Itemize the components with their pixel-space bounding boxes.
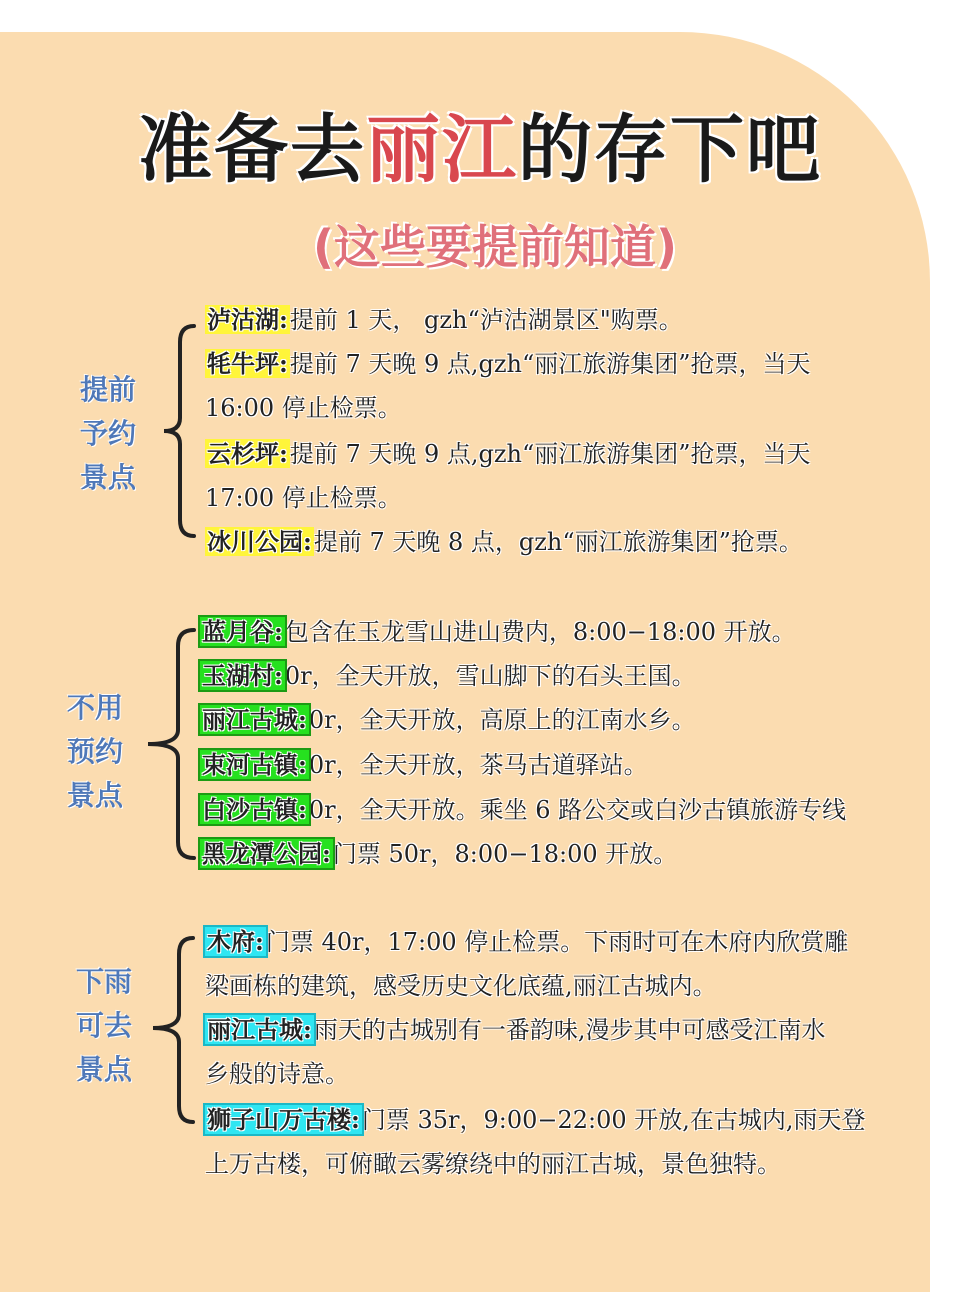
spot-name: 牦牛坪: bbox=[207, 349, 288, 378]
list-item bbox=[200, 610, 796, 654]
title-suffix: 的存下吧 bbox=[518, 107, 822, 193]
page-subtitle: (这些要提前知道) bbox=[312, 220, 678, 274]
spot-name: 木府: bbox=[207, 927, 264, 956]
bracket-rainy-day bbox=[145, 930, 200, 1130]
category-label-no-reservation bbox=[55, 686, 135, 818]
spot-info: 提前 7 天晚 9 点,gzh“丽江旅游集团”抢票，当天 bbox=[289, 440, 811, 468]
category-line: 景点 bbox=[75, 1053, 132, 1086]
page-title bbox=[0, 108, 960, 192]
list-item bbox=[205, 920, 848, 964]
spot-info: 0r，全天开放，雪山脚下的石头王国。 bbox=[284, 662, 696, 690]
spot-name: 冰川公园: bbox=[207, 527, 312, 556]
spot-name: 白沙古镇: bbox=[202, 795, 307, 824]
spot-info: 乡般的诗意。 bbox=[205, 1060, 349, 1088]
spot-info: 提前 7 天晚 8 点，gzh“丽江旅游集团”抢票。 bbox=[313, 528, 803, 556]
spot-info: 16:00 停止检票。 bbox=[205, 394, 402, 422]
category-line: 预约 bbox=[66, 735, 123, 768]
category-line: 景点 bbox=[66, 779, 123, 812]
spot-name: 黑龙潭公园: bbox=[202, 839, 331, 868]
list-item bbox=[200, 698, 696, 742]
spot-info: 0r，全天开放，茶马古道驿站。 bbox=[308, 751, 648, 779]
spot-name: 丽江古城: bbox=[207, 1015, 312, 1044]
category-line: 下雨 bbox=[75, 965, 132, 998]
spot-name: 玉湖村: bbox=[202, 661, 283, 690]
list-item bbox=[205, 342, 811, 386]
list-item bbox=[200, 832, 677, 876]
list-item bbox=[205, 386, 402, 430]
spot-info: 门票 40r，17:00 停止检票。下雨时可在木府内欣赏雕 bbox=[265, 928, 849, 956]
category-line: 提前 bbox=[79, 373, 136, 406]
spot-name: 束河古镇: bbox=[202, 750, 307, 779]
list-item bbox=[205, 298, 683, 342]
list-item bbox=[205, 476, 402, 520]
category-line: 予约 bbox=[79, 417, 136, 450]
spot-info: 17:00 停止检票。 bbox=[205, 484, 402, 512]
list-item bbox=[205, 1008, 826, 1052]
spot-info: 包含在玉龙雪山进山费内，8:00−18:00 开放。 bbox=[284, 618, 796, 646]
category-line: 不用 bbox=[66, 691, 123, 724]
list-item bbox=[205, 1052, 349, 1096]
list-item bbox=[205, 432, 811, 476]
spot-info: 门票 35r，9:00−22:00 开放,在古城内,雨天登 bbox=[361, 1106, 866, 1134]
title-highlight: 丽江 bbox=[366, 107, 518, 193]
spot-name: 狮子山万古楼: bbox=[207, 1105, 360, 1134]
spot-info: 门票 50r，8:00−18:00 开放。 bbox=[332, 840, 678, 868]
category-label-rainy-day bbox=[64, 960, 144, 1092]
spot-info: 上万古楼，可俯瞰云雾缭绕中的丽江古城，景色独特。 bbox=[205, 1150, 781, 1178]
spot-info: 提前 1 天， gzh“泸沽湖景区"购票。 bbox=[289, 306, 683, 334]
list-item bbox=[200, 743, 648, 787]
list-item bbox=[205, 1142, 781, 1186]
spot-name: 蓝月谷: bbox=[202, 617, 283, 646]
title-prefix: 准备去 bbox=[138, 107, 366, 193]
spot-info: 梁画栋的建筑，感受历史文化底蕴,丽江古城内。 bbox=[205, 972, 717, 1000]
spot-name: 丽江古城: bbox=[202, 705, 307, 734]
spot-name: 泸沽湖: bbox=[207, 305, 288, 334]
bracket-reserve bbox=[150, 318, 200, 544]
spot-info: 雨天的古城别有一番韵味,漫步其中可感受江南水 bbox=[313, 1016, 826, 1044]
category-label-reserve bbox=[68, 368, 148, 500]
list-item bbox=[200, 654, 696, 698]
spot-info: 提前 7 天晚 9 点,gzh“丽江旅游集团”抢票，当天 bbox=[289, 350, 811, 378]
spot-info: 0r，全天开放。乘坐 6 路公交或白沙古镇旅游专线 bbox=[308, 796, 847, 824]
spot-name: 云杉坪: bbox=[207, 439, 288, 468]
list-item bbox=[200, 788, 846, 832]
list-item bbox=[205, 964, 717, 1008]
list-item bbox=[205, 1098, 866, 1142]
list-item bbox=[205, 520, 803, 564]
spot-info: 0r，全天开放，高原上的江南水乡。 bbox=[308, 706, 696, 734]
category-line: 景点 bbox=[79, 461, 136, 494]
bracket-no-reservation bbox=[140, 622, 200, 866]
category-line: 可去 bbox=[75, 1009, 132, 1042]
